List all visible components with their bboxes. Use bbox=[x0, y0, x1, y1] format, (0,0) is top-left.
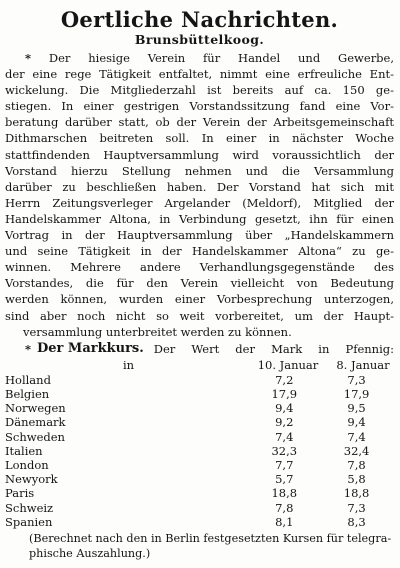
markkurs-lead: Der Wert der Mark in Pfennig: bbox=[153, 341, 394, 356]
article-line: der eine rege Tätigkeit entfaltet, nimmt eine erfreuliche Ent- bbox=[5, 67, 394, 82]
table-row: Newyork 5,7 5,8 bbox=[5, 472, 366, 487]
article-line: Vortrag in der Hauptversammlung über „Handelskammern bbox=[5, 228, 394, 243]
dateline: Brunsbüttelkoog. bbox=[134, 32, 265, 47]
table-row: Spanien 8,1 8,3 bbox=[5, 514, 366, 529]
article-line: wickelung. Die Mitgliederzahl ist bereits auf ca. 150 ge- bbox=[5, 83, 394, 98]
table-row: Schweiz 7,8 7,3 bbox=[5, 500, 366, 515]
article-line: Vorstand hierzu Stellung nehmen und die Versammlung bbox=[5, 163, 394, 178]
article-line: sind aber noch nicht so weit vorbereitet, um der Haupt- bbox=[5, 308, 394, 323]
table-row: London 7,7 7,8 bbox=[5, 457, 366, 472]
markkurs-title: Der Markkurs. bbox=[37, 340, 144, 356]
markkurs-heading bbox=[5, 341, 394, 357]
article-line: winnen. Mehrere andere Verhandlungsgegenstände des bbox=[5, 260, 394, 275]
table-header bbox=[5, 357, 394, 373]
page-title: Oertliche Nachrichten. bbox=[60, 7, 339, 32]
table-row: Belgien 17,9 17,9 bbox=[5, 386, 370, 401]
table-row: Paris 18,8 18,8 bbox=[5, 486, 370, 501]
article-line: stiegen. In einer gestrigen Vorstandssitzung fand eine Vor- bbox=[5, 99, 394, 114]
article-line: * Der hiesige Verein für Handel und Gewerbe, bbox=[25, 51, 394, 65]
article-line: werden können, wurden einer Vorbesprechung unterzogen, bbox=[5, 292, 394, 307]
article-line: und seine Tätigkeit in der Handelskammer Altona“ zu ge- bbox=[5, 244, 394, 259]
article-line: beratung darüber statt, ob der Verein der Arbeitsgemeinschaft bbox=[5, 115, 394, 130]
col-date-1: 10. Januar bbox=[257, 357, 319, 372]
table-row: Norwegen 9,4 9,5 bbox=[5, 401, 366, 416]
star-icon: * bbox=[25, 341, 32, 356]
col-in-label: in bbox=[123, 357, 135, 372]
exchange-rate-table bbox=[5, 373, 394, 529]
article-line: Herrn Zeitungsverleger Argelander (Meldorf), Mitglied der bbox=[5, 195, 394, 210]
article-line: Handelskammer Altona, in Verbindung gesetzt, ihn für einen bbox=[5, 211, 394, 226]
table-row: Dänemark 9,2 9,4 bbox=[5, 415, 366, 430]
footnote-line: phische Auszahlung.) bbox=[29, 546, 151, 560]
article-line: versammlung unterbreitet werden zu können. bbox=[23, 324, 292, 339]
footnote-line: (Berechnet nach den in Berlin festgesetzten Kursen für telegra- bbox=[29, 531, 392, 545]
article-body bbox=[5, 50, 394, 340]
footnote bbox=[5, 531, 394, 561]
article-line: Vorstandes, die für den Verein vielleicht von Bedeutung bbox=[5, 276, 394, 291]
table-row: Holland 7,2 7,3 bbox=[5, 372, 366, 387]
article-line: darüber zu beschließen haben. Der Vorstand hat sich mit bbox=[5, 179, 394, 194]
table-row: Italien 32,3 32,4 bbox=[5, 443, 370, 458]
star-icon: * bbox=[25, 51, 32, 65]
col-date-2: 8. Januar bbox=[336, 357, 390, 372]
article-line: Dithmarschen beitreten soll. In einer in nächster Woche bbox=[5, 131, 394, 146]
table-row: Schweden 7,4 7,4 bbox=[5, 429, 366, 444]
article-line: stattfindenden Hauptversammlung wird voraussichtlich der bbox=[5, 147, 394, 162]
